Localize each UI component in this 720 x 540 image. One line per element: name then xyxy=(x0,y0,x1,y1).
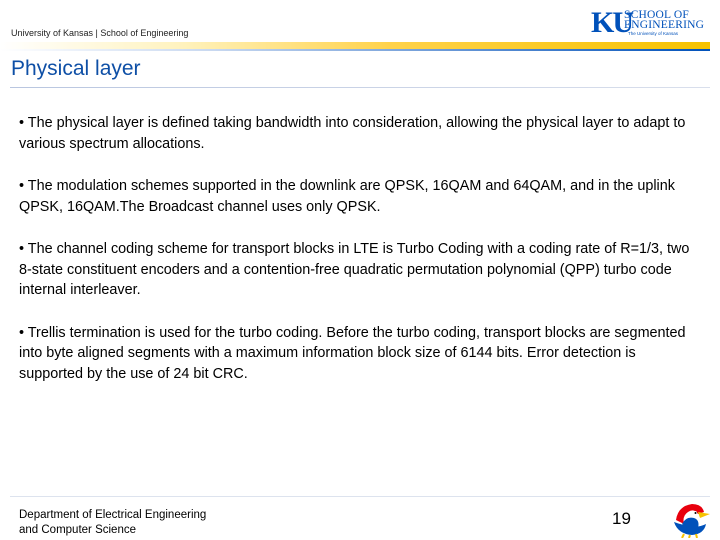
logo-line1: SCHOOL OF xyxy=(624,9,689,21)
header-gradient-band xyxy=(0,42,710,51)
logo-initials: KU xyxy=(591,6,632,39)
bullet-paragraph: • The physical layer is defined taking bandwidth into consideration, allowing the physical layer to adapt to various spectrum allocations. xyxy=(19,115,686,152)
slide-body xyxy=(19,113,703,406)
footer-dept-line1: Department of Electrical Engineering xyxy=(19,509,207,521)
footer-department xyxy=(19,508,279,538)
header-institution: University of Kansas | School of Engineering xyxy=(11,28,189,38)
page-number: 19 xyxy=(612,509,631,528)
footer-divider xyxy=(10,496,710,497)
bullet-paragraph: • Trellis termination is used for the turbo coding. Before the turbo coding, transport blocks are segmented into byte aligned segments with a maximum information block size of 6144 bits. Error detection is supported by the use of 24 bit CRC. xyxy=(19,324,686,382)
slide-title: Physical layer xyxy=(11,57,141,80)
title-divider xyxy=(10,87,710,88)
ku-engineering-logo xyxy=(591,6,705,39)
bullet-paragraph: • The modulation schemes supported in the downlink are QPSK, 16QAM and 64QAM, and in the uplink QPSK, 16QAM.The Broadcast channel uses only QPSK. xyxy=(19,178,675,215)
logo-subtitle: The University of Kansas xyxy=(628,31,679,36)
bullet-paragraph: • The channel coding scheme for transport blocks in LTE is Turbo Coding with a coding rate of R=1/3, two 8-state constituent encoders and a contention-free quadratic permutation polynomial (QPP) turbo code internal interleaver. xyxy=(19,241,690,298)
logo-line2: ENGINEERING xyxy=(624,19,705,31)
footer-dept-line2: and Computer Science xyxy=(19,524,136,536)
header-blue-line xyxy=(0,49,710,51)
jayhawk-mascot-icon xyxy=(668,498,712,538)
